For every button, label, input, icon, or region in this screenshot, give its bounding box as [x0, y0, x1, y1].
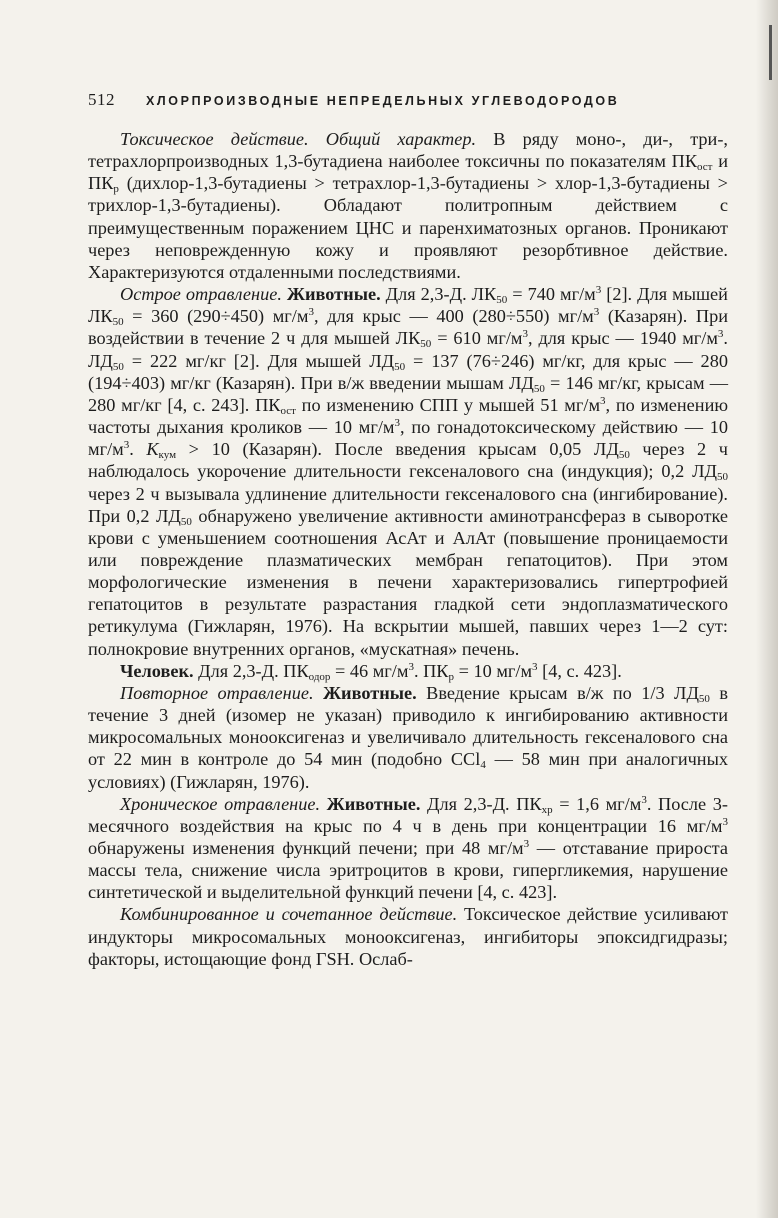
subscript: кум	[158, 449, 177, 462]
subscript: 50	[112, 316, 124, 329]
subscript: р	[448, 670, 455, 683]
text-run: > 10 (Казарян). После введения крысам 0,05 ЛД	[176, 439, 619, 460]
text-run: Токсическое действие усиливают индукторы микросомальных монооксигеназ, ингибиторы эпоксидгидразы; факторы, истощающие фонд ГSH. Ослаб-	[88, 904, 728, 969]
text-run: через 2 ч вызывала удлинение длительности гексеналового сна (ингибирование). При 0,2 ЛД	[88, 483, 728, 526]
subscript: 50	[698, 692, 710, 705]
text-run: = 46 мг/м	[330, 660, 409, 681]
paragraph-acute-animals	[88, 283, 728, 660]
text-run: . ПК	[413, 660, 449, 681]
superscript: 3	[641, 793, 647, 806]
subscript: р	[113, 183, 119, 196]
superscript: 3	[523, 838, 530, 850]
text-run: Для 2,3-Д. ПК	[420, 793, 542, 814]
subscript: одор	[308, 670, 331, 683]
subscript: 50	[180, 515, 192, 528]
text-run: — отставание прироста массы тела, снижение числа эритроцитов в крови, гипергликемия, нарушение синтетической и выделительной функций печени [4, с. 423].	[88, 838, 728, 903]
text-run: [4, с. 423].	[537, 660, 622, 681]
text-run: — 58 мин при аналогичных условиях) (Гижларян, 1976).	[88, 749, 729, 792]
text-run: . После 3-месячного воздействия на крыс по 4 ч в день при концентрации 16 мг/м	[88, 793, 728, 836]
text-run: .	[129, 439, 147, 460]
body-text	[88, 128, 728, 970]
text-run: = 137 (76÷246) мг/кг, для крыс — 280 (194÷403) мг/кг (Казарян). При в/ж введении мышам ЛД	[88, 350, 728, 393]
superscript: 3	[600, 394, 606, 407]
section-heading: Повторное отравление.	[120, 682, 314, 703]
text-run: (дихлор-1,3-бутадиены > тетрахлор-1,3-бутадиены > хлор-1,3-бутадиены > трихлор-1,3-бутадиены). Обладают политропным действием с преимущественным поражением ЦНС и паренхиматозных органов. Проникают через неповрежденную кожу и проявляют резорбтивное действие. Характеризуются отдаленными последствиями.	[88, 173, 728, 282]
text-run: [2]. Для мышей ЛК	[88, 284, 728, 327]
paragraph-repeated	[88, 682, 728, 793]
text-run: через 2 ч наблюдалось укорочение длительности гексеналового сна (индукция); 0,2 ЛД	[88, 439, 728, 482]
text-run: = 146 мг/кг, крысам — 280 мг/кг [4, с. 243]. ПК	[88, 372, 728, 415]
superscript: 3	[532, 660, 538, 673]
superscript: 3	[123, 439, 130, 452]
subscript: ост	[697, 161, 713, 174]
text-run: Для 2,3-Д. ЛК	[380, 284, 497, 305]
subject-label: Животные.	[281, 284, 381, 305]
text-run: = 1,6 мг/м	[552, 793, 642, 814]
subscript: 50	[112, 360, 124, 373]
text-run: = 360 (290÷450) мг/м	[123, 306, 309, 327]
text-run: , по гонадотоксическому действию — 10 мг/м	[88, 417, 728, 460]
superscript: 3	[722, 815, 728, 828]
subscript: хр	[541, 803, 553, 816]
subscript: 50	[533, 382, 545, 395]
text-run: по изменению СПП у мышей 51 мг/м	[295, 394, 601, 415]
text-run: = 222 мг/кг [2]. Для мышей ЛД	[123, 350, 395, 371]
running-title: ХЛОРПРОИЗВОДНЫЕ НЕПРЕДЕЛЬНЫХ УГЛЕВОДОРОДОВ	[146, 94, 620, 108]
text-run: обнаружены изменения функций печени; при 48 мг/м	[88, 838, 524, 858]
subscript: 50	[394, 360, 406, 373]
text-run: Для 2,3-Д. ПК	[193, 660, 309, 681]
text-run: и ПК	[88, 151, 728, 194]
subscript: 50	[496, 294, 508, 307]
text-run: , по изменению частоты дыхания кроликов — 10 мг/м	[88, 394, 729, 438]
superscript: 3	[595, 284, 602, 297]
paragraph-acute-human	[88, 660, 728, 682]
superscript: 3	[717, 328, 724, 341]
text-run: = 610 мг/м	[431, 328, 523, 349]
page-edge-shadow	[756, 0, 778, 1218]
subject-label: Животные.	[313, 682, 417, 703]
text-run: в течение 3 дней (изомер не указан) приводило к ингибированию активности микросомальных монооксигеназ и увеличивало длительность гексеналового сна от 22 мин в контроле до 54 мин (подобно CCl	[88, 682, 729, 770]
section-heading: Комбинированное и сочетанное действие.	[120, 904, 458, 925]
page-header	[88, 90, 728, 110]
italic-symbol: К	[146, 439, 159, 460]
text-run: = 740 мг/м	[507, 284, 596, 305]
edge-mark	[769, 25, 772, 80]
text-run: обнаружено увеличение активности аминотрансфераз в сыворотке крови с уменьшением соотношения АсАт и АлАт (повышение проницаемости или повреждение плазматических мембран гепатоцитов). При этом морфологические изменения в печени характеризовались гипертрофией гепатоцитов в результате разрастания гладкой сети эндоплазматического ретикулума (Гижларян, 1976). На вскрытии мышей, павших через 1—2 сут: полнокровие внутренних органов, «мускатная» печень.	[88, 505, 728, 659]
superscript: 3	[522, 328, 528, 341]
subscript: 50	[420, 338, 432, 351]
text-run: , для крыс — 1940 мг/м	[527, 328, 718, 349]
section-heading: Токсическое действие. Общий характер.	[120, 129, 477, 149]
subscript: ост	[280, 404, 296, 417]
superscript: 3	[593, 306, 600, 319]
text-run: В ряду моно-, ди-, три-, тетрахлорпроизводных 1,3-бутадиена наиболее токсичны по показателям ПК	[88, 129, 728, 172]
subject-label: Человек.	[120, 660, 194, 681]
superscript: 3	[308, 306, 314, 319]
subscript: 50	[618, 449, 630, 462]
text-run: , для крыс — 400 (280÷550) мг/м	[313, 306, 594, 327]
subscript: 4	[480, 759, 486, 772]
superscript: 3	[394, 417, 400, 430]
section-heading: Острое отравление.	[120, 284, 282, 305]
superscript: 3	[408, 660, 414, 673]
paragraph-toxic-general	[88, 128, 728, 283]
page-number: 512	[88, 90, 115, 109]
section-heading: Хроническое отравление.	[120, 793, 321, 814]
text-run: Введение крысам в/ж по 1/3 ЛД	[416, 682, 699, 703]
text-run: = 10 мг/м	[454, 660, 533, 681]
text-run: . ЛД	[88, 328, 728, 371]
text-run: (Казарян). При воздействии в течение 2 ч для мышей ЛК	[88, 306, 729, 349]
subject-label: Животные.	[320, 793, 421, 814]
paragraph-chronic	[88, 793, 728, 904]
subscript: 50	[717, 471, 728, 484]
paragraph-combined	[88, 903, 728, 969]
